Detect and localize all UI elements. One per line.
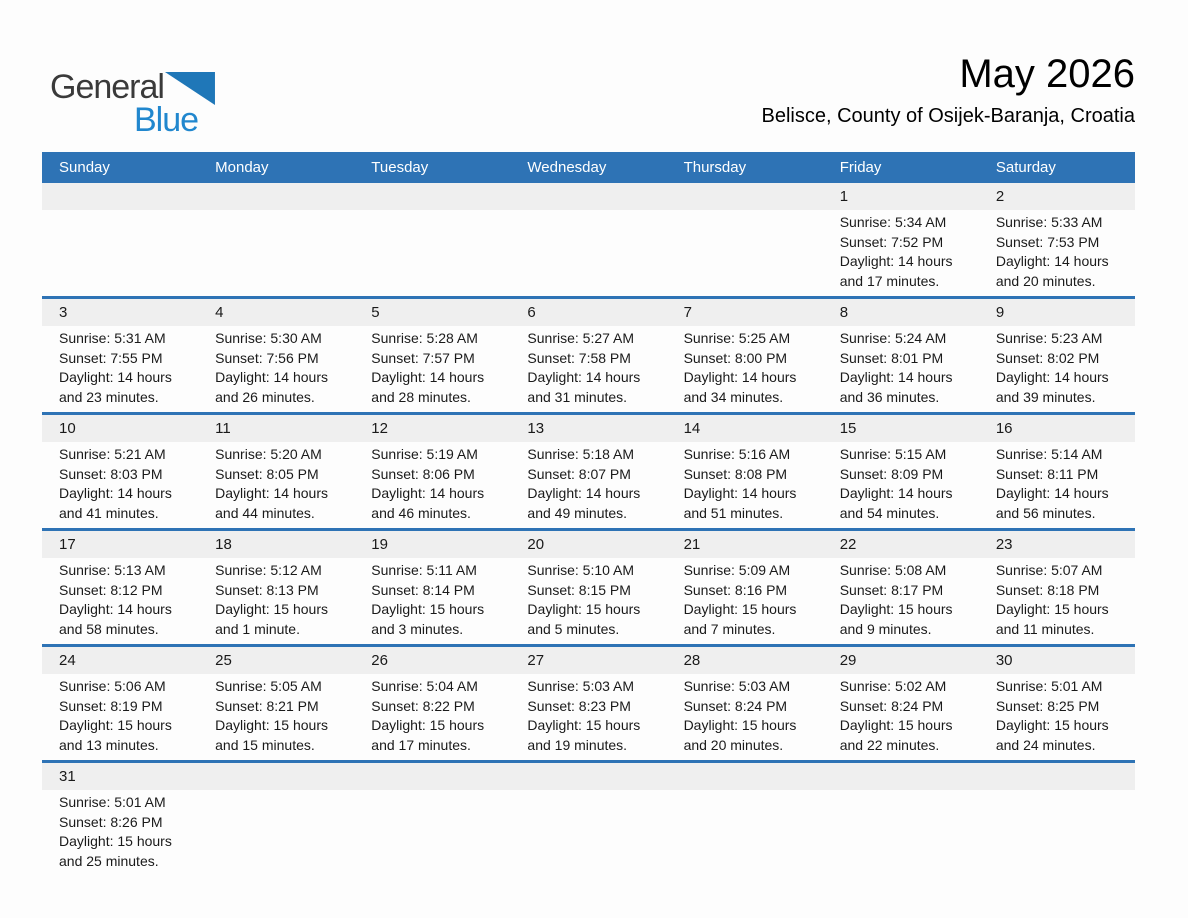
empty-day-cell [823, 790, 979, 871]
sunset-text: Sunset: 8:14 PM [371, 581, 475, 598]
sunrise-text: Sunrise: 5:14 AM [995, 446, 1103, 462]
day-cell [42, 326, 198, 407]
day-cell [979, 326, 1135, 407]
empty-day-cell [667, 210, 823, 291]
daylight-text: Daylight: 15 hours and 3 minutes. [371, 601, 485, 637]
day-number: 11 [215, 420, 231, 437]
day-cell [354, 558, 510, 639]
day-details-band [42, 210, 1135, 296]
daylight-text: Daylight: 15 hours and 25 minutes. [59, 833, 172, 869]
day-number-band [42, 415, 1135, 442]
day-cell [667, 326, 823, 407]
sunrise-text: Sunrise: 5:03 AM [527, 678, 635, 694]
sunset-text: Sunset: 7:53 PM [995, 233, 1100, 250]
sunset-text: Sunset: 7:55 PM [59, 349, 163, 366]
daylight-text: Daylight: 15 hours and 22 minutes. [839, 717, 953, 753]
sunrise-text: Sunrise: 5:11 AM [371, 562, 477, 578]
page-header [0, 0, 1188, 137]
sunrise-text: Sunrise: 5:09 AM [683, 562, 791, 578]
day-number: 10 [59, 420, 76, 437]
sunrise-text: Sunrise: 5:12 AM [215, 562, 322, 578]
day-cell [354, 674, 510, 755]
sunset-text: Sunset: 8:12 PM [59, 581, 163, 598]
sunrise-text: Sunrise: 5:23 AM [995, 330, 1103, 346]
daylight-text: Daylight: 14 hours and 51 minutes. [683, 485, 797, 521]
sunrise-text: Sunrise: 5:15 AM [839, 446, 947, 462]
daylight-text: Daylight: 15 hours and 19 minutes. [527, 717, 641, 753]
daylight-text: Daylight: 15 hours and 11 minutes. [995, 601, 1109, 637]
sunset-text: Sunset: 8:26 PM [59, 813, 163, 830]
daylight-text: Daylight: 15 hours and 24 minutes. [995, 717, 1109, 753]
sunrise-text: Sunrise: 5:27 AM [527, 330, 635, 346]
sunset-text: Sunset: 8:08 PM [683, 465, 788, 482]
sunset-text: Sunset: 8:09 PM [839, 465, 944, 482]
day-cell [667, 558, 823, 639]
day-cell [979, 442, 1135, 523]
day-number: 2 [995, 188, 1005, 205]
logo-text-blue: Blue [134, 101, 199, 139]
day-number: 3 [59, 304, 68, 321]
daylight-text: Daylight: 14 hours and 20 minutes. [995, 253, 1109, 289]
sunset-text: Sunset: 8:24 PM [683, 697, 788, 714]
sunset-text: Sunset: 8:00 PM [683, 349, 788, 366]
day-details-band [42, 790, 1135, 876]
week-row [42, 644, 1135, 760]
day-number: 4 [215, 304, 224, 321]
day-cell [198, 558, 354, 639]
day-cell [42, 442, 198, 523]
weekday-header-tuesday: Tuesday [371, 159, 429, 176]
day-cell [510, 326, 666, 407]
daylight-text: Daylight: 14 hours and 26 minutes. [215, 369, 328, 405]
sunset-text: Sunset: 7:57 PM [371, 349, 475, 366]
daylight-text: Daylight: 14 hours and 44 minutes. [215, 485, 328, 521]
day-cell [979, 674, 1135, 755]
week-row [42, 412, 1135, 528]
sunrise-text: Sunrise: 5:18 AM [527, 446, 635, 462]
sunset-text: Sunset: 8:07 PM [527, 465, 631, 482]
sunset-text: Sunset: 8:02 PM [995, 349, 1100, 366]
day-number: 12 [371, 420, 388, 437]
daylight-text: Daylight: 15 hours and 13 minutes. [59, 717, 172, 753]
day-number: 8 [839, 304, 849, 321]
day-number: 18 [215, 536, 232, 553]
daylight-text: Daylight: 15 hours and 1 minute. [215, 601, 328, 637]
day-number-band [42, 299, 1135, 326]
day-number: 25 [215, 652, 232, 669]
daylight-text: Daylight: 14 hours and 41 minutes. [59, 485, 172, 521]
empty-day-cell [42, 210, 198, 291]
week-row [42, 528, 1135, 644]
sunrise-text: Sunrise: 5:19 AM [371, 446, 478, 462]
sunrise-text: Sunrise: 5:33 AM [995, 214, 1103, 230]
day-cell [510, 442, 666, 523]
sunrise-text: Sunrise: 5:08 AM [839, 562, 947, 578]
daylight-text: Daylight: 14 hours and 58 minutes. [59, 601, 172, 637]
day-cell [823, 326, 979, 407]
sunset-text: Sunset: 8:01 PM [839, 349, 944, 366]
day-number-band [42, 183, 1135, 210]
daylight-text: Daylight: 14 hours and 23 minutes. [59, 369, 172, 405]
day-number: 14 [683, 420, 701, 437]
day-cell [979, 558, 1135, 639]
day-number-band [42, 647, 1135, 674]
day-number: 5 [371, 304, 380, 321]
sunrise-text: Sunrise: 5:25 AM [683, 330, 791, 346]
weekday-header-friday: Friday [839, 159, 882, 176]
daylight-text: Daylight: 14 hours and 39 minutes. [995, 369, 1109, 405]
sunrise-text: Sunrise: 5:31 AM [59, 330, 166, 346]
daylight-text: Daylight: 15 hours and 7 minutes. [683, 601, 797, 637]
empty-day-cell [198, 790, 354, 871]
day-cell [667, 674, 823, 755]
sunrise-text: Sunrise: 5:24 AM [839, 330, 947, 346]
day-number: 27 [527, 652, 545, 669]
daylight-text: Daylight: 14 hours and 31 minutes. [527, 369, 641, 405]
page-title: May 2026 [959, 52, 1135, 96]
empty-day-cell [510, 790, 666, 871]
empty-day-cell [510, 210, 666, 291]
daylight-text: Daylight: 15 hours and 20 minutes. [683, 717, 797, 753]
day-number: 22 [839, 536, 857, 553]
daylight-text: Daylight: 14 hours and 56 minutes. [995, 485, 1109, 521]
empty-day-cell [354, 210, 510, 291]
daylight-text: Daylight: 14 hours and 36 minutes. [839, 369, 953, 405]
logo-text-general: General [50, 68, 164, 106]
day-number: 1 [839, 188, 849, 205]
calendar [42, 152, 1135, 876]
sunrise-text: Sunrise: 5:07 AM [995, 562, 1103, 578]
sunset-text: Sunset: 8:05 PM [215, 465, 319, 482]
day-cell [42, 558, 198, 639]
sunrise-text: Sunrise: 5:10 AM [527, 562, 635, 578]
day-cell [979, 210, 1135, 291]
day-number: 26 [371, 652, 388, 669]
day-cell [354, 442, 510, 523]
sunset-text: Sunset: 7:58 PM [527, 349, 631, 366]
page-subtitle: Belisce, County of Osijek-Baranja, Croatia [761, 105, 1135, 127]
day-number: 7 [683, 304, 692, 321]
empty-day-cell [979, 790, 1135, 871]
weekday-header-wednesday: Wednesday [527, 159, 607, 176]
day-cell [198, 326, 354, 407]
day-number: 17 [59, 536, 76, 553]
day-details-band [42, 442, 1135, 528]
sunrise-text: Sunrise: 5:16 AM [683, 446, 791, 462]
calendar-body [42, 183, 1135, 876]
day-number: 19 [371, 536, 388, 553]
sunrise-text: Sunrise: 5:28 AM [371, 330, 478, 346]
empty-day-cell [667, 790, 823, 871]
daylight-text: Daylight: 14 hours and 54 minutes. [839, 485, 953, 521]
sunrise-text: Sunrise: 5:01 AM [995, 678, 1103, 694]
day-number: 9 [995, 304, 1005, 321]
day-cell [42, 790, 198, 871]
weekday-header-saturday: Saturday [995, 159, 1056, 176]
sunrise-text: Sunrise: 5:03 AM [683, 678, 791, 694]
sunrise-text: Sunrise: 5:02 AM [839, 678, 947, 694]
day-number-band [42, 531, 1135, 558]
sunset-text: Sunset: 8:16 PM [683, 581, 788, 598]
sunset-text: Sunset: 8:21 PM [215, 697, 319, 714]
sunset-text: Sunset: 8:18 PM [995, 581, 1100, 598]
day-number: 6 [527, 304, 536, 321]
sunset-text: Sunset: 8:06 PM [371, 465, 475, 482]
day-number: 24 [59, 652, 76, 669]
day-cell [354, 326, 510, 407]
sunrise-text: Sunrise: 5:34 AM [839, 214, 947, 230]
day-cell [510, 674, 666, 755]
day-number: 29 [839, 652, 857, 669]
daylight-text: Daylight: 14 hours and 17 minutes. [839, 253, 953, 289]
daylight-text: Daylight: 15 hours and 17 minutes. [371, 717, 485, 753]
day-details-band [42, 674, 1135, 760]
sunrise-text: Sunrise: 5:21 AM [59, 446, 166, 462]
sunset-text: Sunset: 8:23 PM [527, 697, 631, 714]
daylight-text: Daylight: 14 hours and 34 minutes. [683, 369, 797, 405]
weekday-header-row [42, 152, 1135, 183]
sunset-text: Sunset: 8:03 PM [59, 465, 163, 482]
sunrise-text: Sunrise: 5:01 AM [59, 794, 166, 810]
day-number: 28 [683, 652, 701, 669]
weekday-header-sunday: Sunday [59, 159, 110, 176]
sunrise-text: Sunrise: 5:06 AM [59, 678, 166, 694]
day-details-band [42, 558, 1135, 644]
daylight-text: Daylight: 14 hours and 28 minutes. [371, 369, 485, 405]
sunset-text: Sunset: 8:17 PM [839, 581, 944, 598]
day-number: 21 [683, 536, 701, 553]
sunset-text: Sunset: 7:52 PM [839, 233, 944, 250]
sunset-text: Sunset: 7:56 PM [215, 349, 319, 366]
day-cell [823, 442, 979, 523]
day-number: 31 [59, 768, 76, 785]
day-cell [42, 674, 198, 755]
sunrise-text: Sunrise: 5:13 AM [59, 562, 166, 578]
weekday-header-thursday: Thursday [683, 159, 747, 176]
day-cell [198, 674, 354, 755]
week-row [42, 760, 1135, 876]
sunrise-text: Sunrise: 5:30 AM [215, 330, 322, 346]
day-cell [510, 558, 666, 639]
day-cell [667, 442, 823, 523]
daylight-text: Daylight: 15 hours and 5 minutes. [527, 601, 641, 637]
daylight-text: Daylight: 15 hours and 15 minutes. [215, 717, 328, 753]
empty-day-cell [354, 790, 510, 871]
day-number-band [42, 763, 1135, 790]
title-block [762, 52, 1136, 128]
daylight-text: Daylight: 14 hours and 49 minutes. [527, 485, 641, 521]
day-cell [823, 558, 979, 639]
daylight-text: Daylight: 15 hours and 9 minutes. [839, 601, 953, 637]
general-blue-logo [50, 70, 215, 137]
day-number: 16 [995, 420, 1013, 437]
sunrise-text: Sunrise: 5:05 AM [215, 678, 322, 694]
sunset-text: Sunset: 8:25 PM [995, 697, 1100, 714]
daylight-text: Daylight: 14 hours and 46 minutes. [371, 485, 485, 521]
week-row [42, 296, 1135, 412]
day-number: 13 [527, 420, 545, 437]
sunset-text: Sunset: 8:22 PM [371, 697, 475, 714]
day-cell [823, 674, 979, 755]
day-cell [198, 442, 354, 523]
day-number: 15 [839, 420, 857, 437]
weekday-header-monday: Monday [215, 159, 269, 176]
sunset-text: Sunset: 8:15 PM [527, 581, 631, 598]
week-row [42, 183, 1135, 296]
sunrise-text: Sunrise: 5:20 AM [215, 446, 322, 462]
sunset-text: Sunset: 8:11 PM [995, 465, 1099, 482]
sunset-text: Sunset: 8:19 PM [59, 697, 163, 714]
day-number: 23 [995, 536, 1013, 553]
day-number: 20 [527, 536, 545, 553]
day-number: 30 [995, 652, 1013, 669]
sunset-text: Sunset: 8:13 PM [215, 581, 319, 598]
day-details-band [42, 326, 1135, 412]
sunset-text: Sunset: 8:24 PM [839, 697, 944, 714]
sunrise-text: Sunrise: 5:04 AM [371, 678, 478, 694]
day-cell [823, 210, 979, 291]
empty-day-cell [198, 210, 354, 291]
